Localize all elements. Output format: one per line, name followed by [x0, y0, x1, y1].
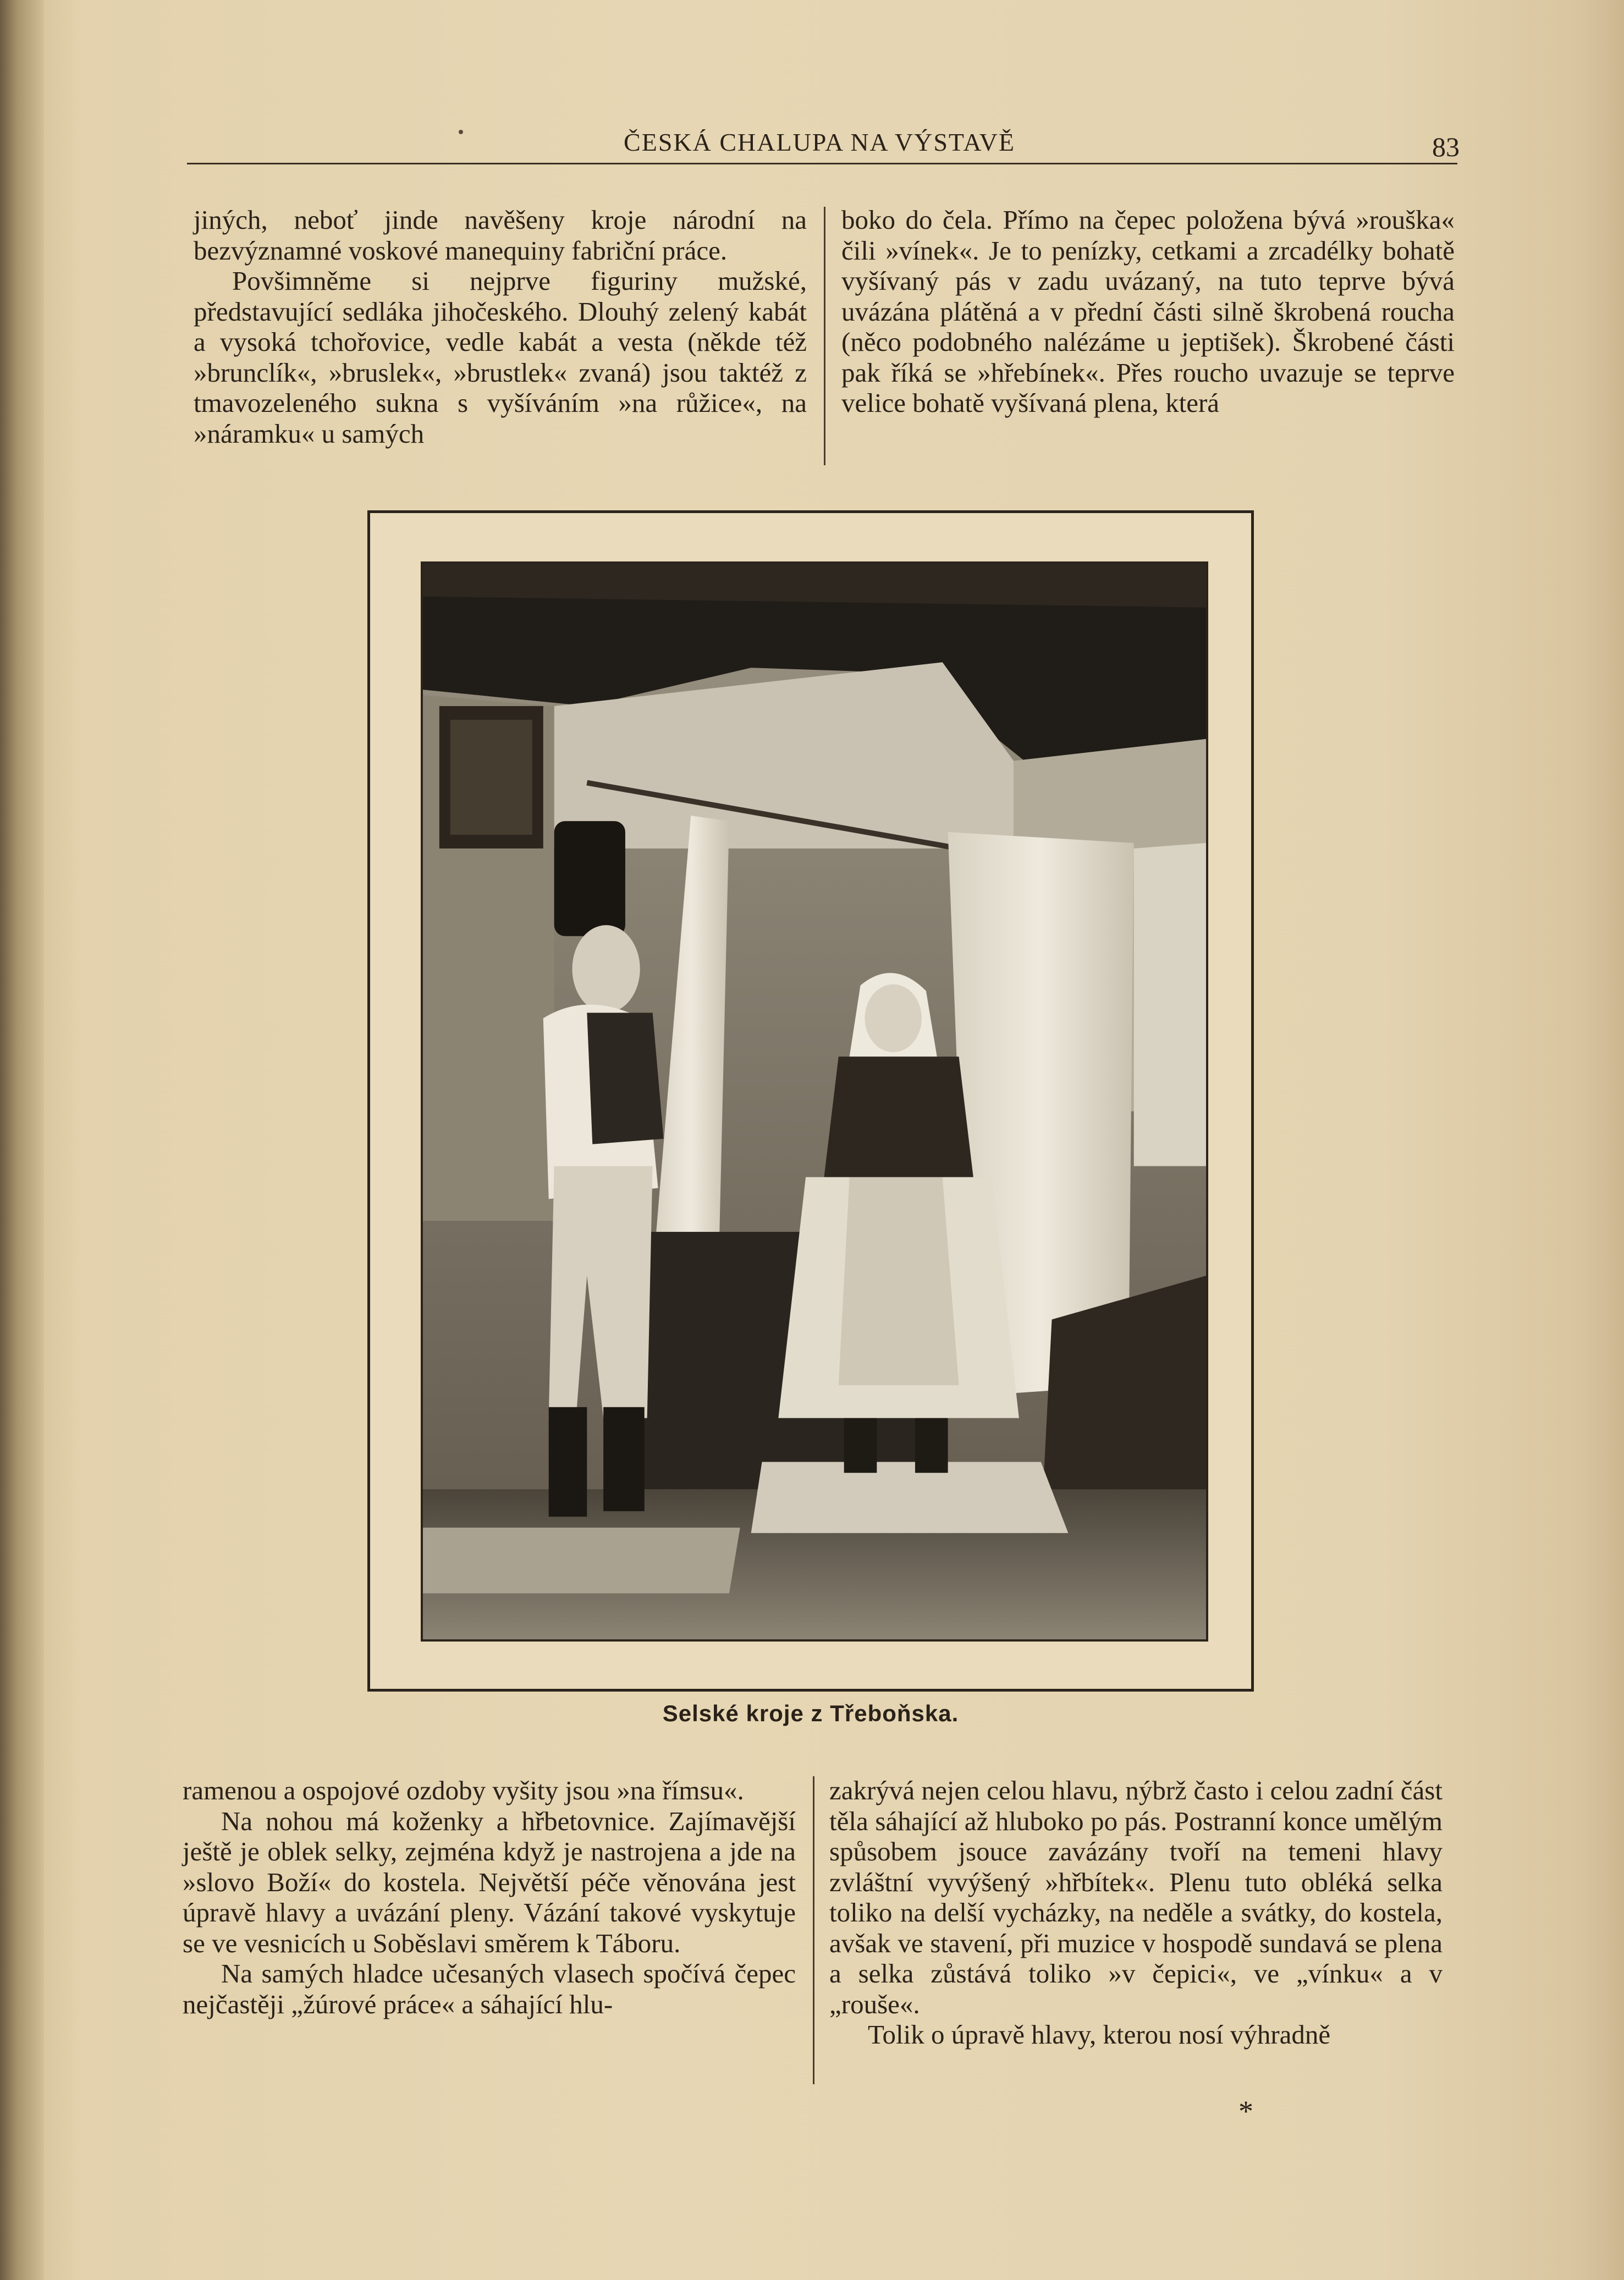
paragraph: boko do čela. Přímo na čepec položena bývá »rouška« čili »vínek«. Je to penízky, cetkami a zrcadélky bohatě vyšívaný pás v zadu uvázaný, na tuto teprve bývá uvázána plátěná a v přední části silně škrobená roucha (něco podobného nalézáme u jeptišek). Škrobené části pak říká se »hřebínek«. Přes roucho uvazuje se teprve velice bohatě vyšívaná plena, která: [841, 205, 1455, 418]
column-divider-bottom: [813, 1776, 814, 2084]
figure-frame: [367, 510, 1254, 1692]
column-divider-top: [824, 207, 825, 465]
photograph-illustration: [423, 564, 1206, 1639]
paragraph: Na samých hladce učesaných vlasech spočívá čepec nejčastěji „žúrové práce« a sáhající hlu-: [183, 1958, 796, 2019]
footer-asterisk: *: [1238, 2095, 1253, 2128]
paragraph: Tolik o úpravě hlavy, kterou nosí výhradně: [868, 2019, 1331, 2050]
paragraph: Povšimněme si nejprve figuriny mužské, představující sedláka jihočeského. Dlouhý zelený kabát a vysoká tchořovice, vedle kabát a vesta (někde též »brunclík«, »bruslek«, »brustlek« zvaná) jsou taktéž z tmavozeleného sukna s vyšíváním »na růžice«, na »náramku« u samých: [194, 266, 807, 449]
book-binding-edge: [0, 0, 44, 2280]
photograph-peasant-costumes: [421, 561, 1208, 1642]
figure-caption: Selské kroje z Třeboňska.: [662, 1700, 959, 1726]
text-column-bottom-right: [829, 1775, 1443, 2050]
text-column-top-right: [841, 205, 1455, 418]
text-column-top-left: [194, 205, 807, 449]
paragraph: jiných, neboť jinde navěšeny kroje národní na bezvýznamné voskové manequiny fabriční práce.: [194, 205, 807, 266]
running-head: ČESKÁ CHALUPA NA VÝSTAVĚ: [624, 128, 1015, 156]
paragraph: zakrývá nejen celou hlavu, nýbrž často i celou zadní část těla sáhající až hluboko po pás. Postranní konce umělým spůsobem jsouce zavázány tvoří na temeni hlavy zvláštní vyvýšený »hřbítek«. Plenu tuto obléká selka toliko na delší vycházky, na neděle a svátky, do kostela, avšak ve stavení, při muzice v hospodě sundavá se plena a selka zůstává toliko »v čepici«, ve „vínku« a v „rouše«.: [829, 1775, 1443, 2019]
page-header: [187, 121, 1460, 165]
paragraph: Na nohou má koženky a hřbetovnice. Zajímavější ještě je oblek selky, zejména když je nastrojena a jde na »slovo Boží« do kostela. Největší péče věnována jest úpravě hlavy a uvázání pleny. Vázání takové vyskytuje se ve vesnicích u Soběslavi směrem k Táboru.: [183, 1805, 796, 1958]
page-number: 83: [1432, 131, 1460, 162]
header-rule: [187, 163, 1457, 164]
text-column-bottom-left: [183, 1775, 796, 2019]
paragraph: ramenou a ospojové ozdoby vyšity jsou »na římsu«.: [183, 1775, 744, 1805]
